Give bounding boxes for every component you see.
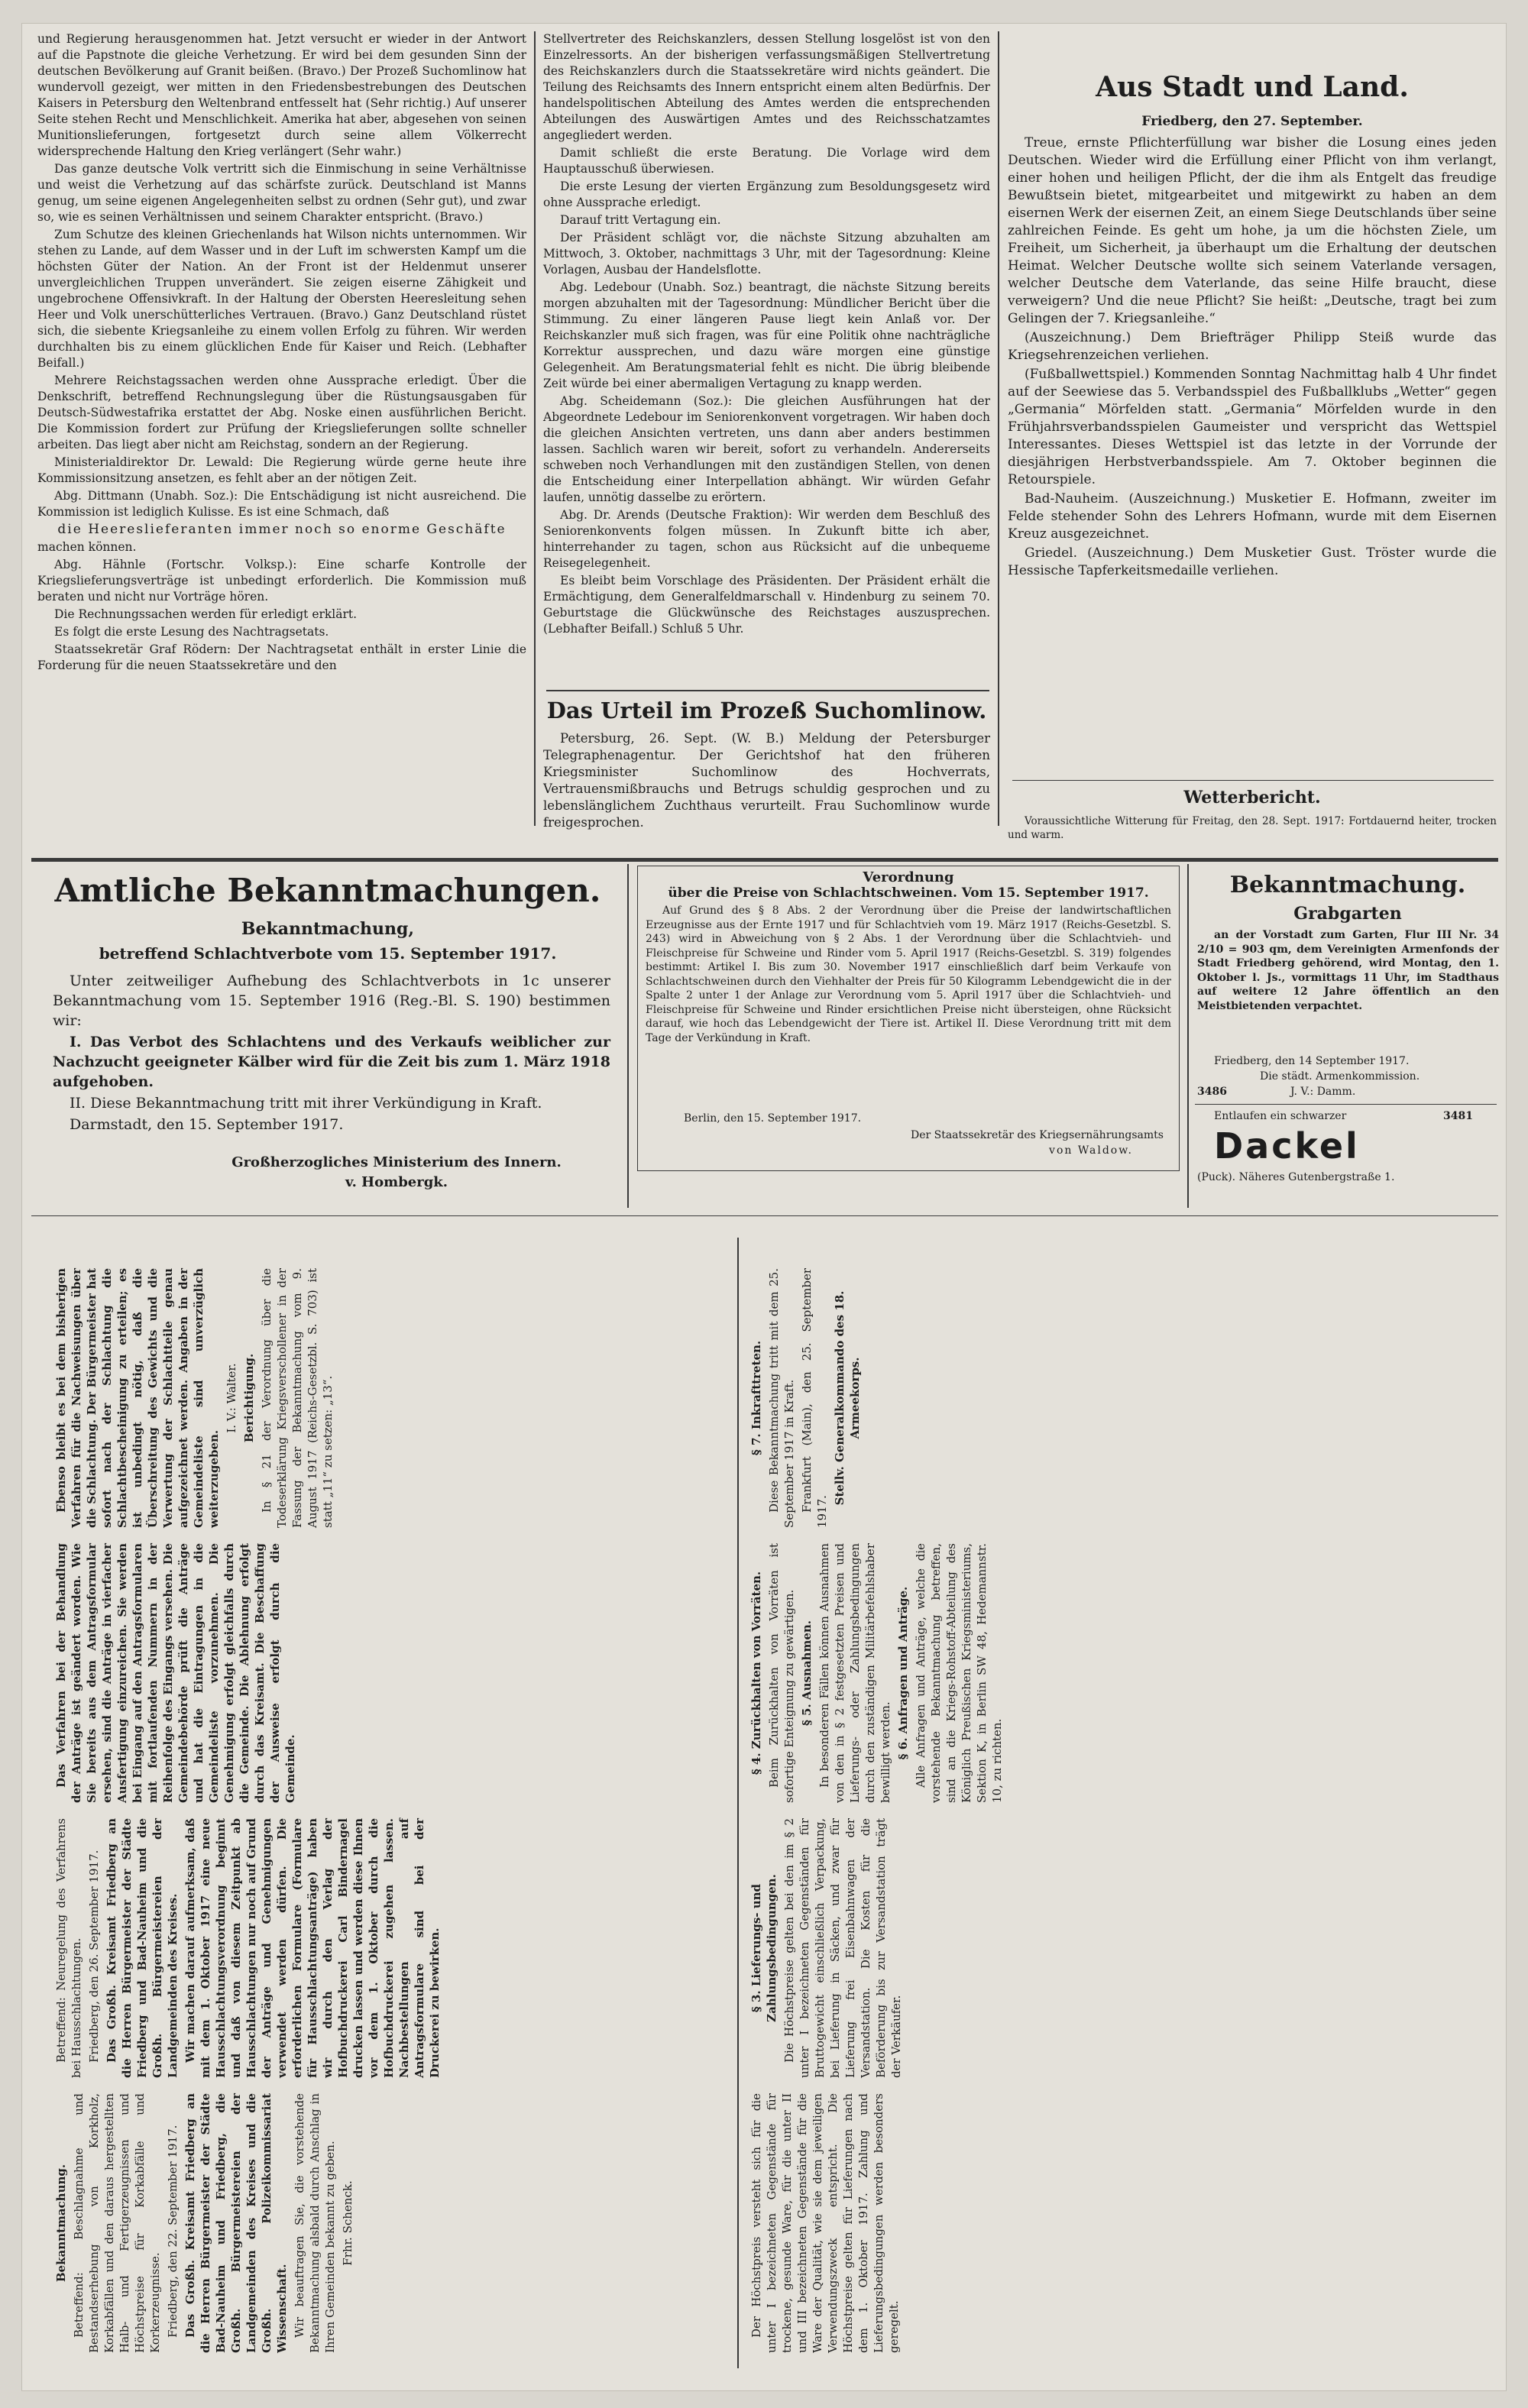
- col2-paragraph: Es bleibt beim Vorschlage des Präsidenten. Der Präsident erhält die Ermächtigung, dem Generalfeldmarschall v. Hindenburg zu seinem 70. Geburtstage die Glückwünsche des Reichstages auszusprechen. (Lebhafter Beifall.) Schluß 5 Uhr.: [543, 574, 990, 636]
- verordnung-box: [637, 866, 1180, 1171]
- column-rule: [998, 31, 999, 826]
- berichtigung-body: In § 21 der Verordnung über die Todeserklärung Kriegsverschollener in der Fassung der Bekanntmachung vom 9. August 1917 (Reichs-Gesetzbl. S. 703) ist statt „11“ zu setzen: „13“.: [260, 1268, 335, 1528]
- col1-emphasis: die Heereslieferanten immer noch so enorme Geschäfte: [57, 522, 507, 537]
- para7-heading: § 7. Inkrafttreten.: [749, 1340, 763, 1456]
- final-authority: Stellv. Generalkommando des 18. Armeekorps.: [833, 1290, 862, 1506]
- amtliche-p3: II. Diese Bekanntmachung tritt mit ihrer Verkündigung in Kraft.: [70, 1095, 542, 1112]
- verfahren-body: Das Verfahren bei der Behandlung der Anträge ist geändert worden. Wie Sie bereits aus dem Antragsformular ersehen, sind die Anträge in vierfacher Ausfertigung einzureichen. Sie werden bei Eingang auf den Antragsformularen mit fortlaufenden Nummern in der Reihenfolge des Eingangs versehen. Die Gemeindebehörde prüft die Anträge und hat die Eintragungen in die Gemeindeliste vorzunehmen. Die Genehmigung erfolgt gleichfalls durch die Gemeinde. Die Ablehnung erfolgt durch das Kreisamt. Die Beschaffung der Ausweise erfolgt durch die Gemeinde.: [54, 1543, 297, 1803]
- wetter-text: [1008, 814, 1497, 853]
- para4-heading: § 4. Zurückhalten von Vorräten.: [749, 1571, 763, 1775]
- rotated-column-kork: [53, 2093, 726, 2353]
- dackel-word: Dackel: [1214, 1125, 1360, 1167]
- para6-heading: § 6. Anfragen und Anträge.: [896, 1586, 910, 1760]
- kork-heading: Bekanntmachung.: [54, 2164, 68, 2283]
- nachweis-signer: I. V.: Walter.: [225, 1363, 238, 1433]
- column-rule: [627, 864, 629, 1208]
- rotated-column-lieferung: [749, 1818, 1459, 2078]
- col1-paragraph: Abg. Hähnle (Fortschr. Volksp.): Eine scharfe Kontrolle der Kriegslieferungsverträge ist unbedingt erforderlich. Die Kommission muß beraten und nicht nur Vorträge hören.: [37, 558, 526, 604]
- col1-paragraph: Staatssekretär Graf Rödern: Der Nachtragsetat enthält in erster Linie die Forderung für die neuen Staatssekretäre und den: [37, 642, 526, 672]
- col2-paragraph: Der Präsident schlägt vor, die nächste Sitzung abzuhalten am Mittwoch, 3. Oktober, nachmittags 3 Uhr, mit der Tagesordnung: Kleine Vorlagen, Ausbau der Handelsflotte.: [543, 231, 990, 277]
- para3-heading: § 3. Lieferungs- und Zahlungsbedingungen.: [749, 1874, 779, 2022]
- article-column-1: [37, 31, 526, 822]
- rotated-column-haus: [53, 1818, 726, 2078]
- amtliche-p1: Unter zeitweiliger Aufhebung des Schlachtverbots in 1c unserer Bekanntmachung vom 15. September 1916 (Reg.-Bl. S. 190) bestimmen wir:: [53, 973, 610, 1029]
- wetter-heading: Wetterbericht.: [1183, 788, 1321, 808]
- column-rule: [534, 31, 536, 826]
- section-rule: [546, 690, 989, 691]
- dackel-intro: Entlaufen ein schwarzer: [1214, 1110, 1347, 1122]
- para5-body: In besonderen Fällen können Ausnahmen von den in § 2 festgesetzten Preisen und Lieferungs- oder Zahlungsbedingungen durch den zuständigen Militärbefehlshaber bewilligt werden.: [817, 1543, 892, 1803]
- haus-subject: Betreffend: Neuregelung des Verfahrens bei Hausschlachtungen.: [54, 1818, 83, 2078]
- urteil-heading: Das Urteil im Prozeß Suchomlinow.: [546, 697, 987, 723]
- col3-paragraph: (Auszeichnung.) Dem Briefträger Philipp Steiß wurde das Kriegsehrenzeichen verliehen.: [1008, 330, 1497, 363]
- grabgarten-authority: Die städt. Armenkommission.: [1260, 1070, 1420, 1083]
- col2-paragraph: Abg. Dr. Arends (Deutsche Fraktion): Wir werden dem Beschluß des Seniorenkonvents folgen müssen. In Zukunft bitte ich aber, hinterrehander zu tagen, schon aus Rücksicht auf die unbequeme Reisegelegenheit.: [543, 508, 990, 570]
- article-column-3: [1008, 134, 1497, 753]
- amtliche-authority: Großherzogliches Ministerium des Innern.: [231, 1154, 562, 1170]
- col1-paragraph: Das ganze deutsche Volk vertritt sich die Einmischung in seine Verhältnisse und weist die Verhetzung auf das schärfste zurück. Deutschland ist Manns genug, um seine eigenen Angelegenheiten selbst zu ordnen (Sehr gut), und zwar so, wie es seinen Verhältnissen und seinem Charakter entspricht. (Bravo.): [37, 162, 526, 224]
- col1-paragraph: machen können.: [37, 540, 137, 554]
- para5-heading: § 5. Ausnahmen.: [800, 1620, 814, 1727]
- dackel-footer: (Puck). Näheres Gutenbergstraße 1.: [1197, 1171, 1395, 1183]
- grabgarten-paragraph: an der Vorstadt zum Garten, Flur III Nr. 34 2/10 = 903 qm, dem Vereinigten Armenfonds der Stadt Friedberg gehörend, wird Montag, den 1. Oktober l. Js., vormittags 11 Uhr, im Stadthaus auf weitere 12 Jahre öffentlich an den Meistbietenden verpachtet.: [1197, 929, 1499, 1012]
- para4-body: Beim Zurückhalten von Vorräten ist sofortige Enteignung zu gewärtigen.: [767, 1543, 796, 1803]
- verordnung-authority: Der Staatssekretär des Kriegsernährungsamts: [910, 1129, 1164, 1141]
- section-rule: [1012, 780, 1494, 781]
- rotated-column-inkraft: [749, 1268, 1459, 1528]
- dackel-number: 3481: [1443, 1110, 1473, 1122]
- kork-dateline: Friedberg, den 22. September 1917.: [166, 2125, 180, 2338]
- haus-body: Wir machen darauf aufmerksam, daß mit dem 1. Oktober 1917 eine neue Hausschlachtungsverordnung beginnt und daß von diesem Zeitpunkt ab Hausschlachtungen nur noch auf Grund der Anträge und Genehmigungen verwendet werden dürfen. Die erforderlichen Formulare (Formulare für Hausschlachtungsanträge) haben wir durch den Verlag der Hofbuchdruckerei Carl Bindernagel drucken lassen und werden diese Ihnen vor dem 1. Oktober durch die Hofbuchdruckerei zugehen lassen. Nachbestellungen auf Antragsformulare sind bei der Druckerei zu bewirken.: [183, 1818, 442, 2078]
- rotated-notices-section: [46, 1238, 1467, 2368]
- col1-paragraph: Ministerialdirektor Dr. Lewald: Die Regierung würde gerne heute ihre Kommissionsitzung ansetzen, es fehlt aber an der nötigen Zeit.: [37, 455, 526, 485]
- article-column-2: [543, 31, 990, 688]
- grabgarten-number: 3486: [1197, 1086, 1227, 1098]
- haus-dateline: Friedberg, den 26. September 1917.: [87, 1850, 101, 2063]
- grabgarten-subtitle: Grabgarten: [1293, 904, 1402, 924]
- haus-address: Das Großh. Kreisamt Friedberg an die Herren Bürgermeister der Städte Friedberg und Bad-Nauheim und die Großh. Bürgermeistereien der Landgemeinden des Kreises.: [105, 1818, 180, 2078]
- col2-paragraph: Abg. Scheidemann (Soz.): Die gleichen Ausführungen hat der Abgeordnete Ledebour im Seniorenkonvent vorgetragen. Wir haben doch die gleichen Ansichten vertreten, uns dann aber anders bestimmen lassen. Sachlich waren wir bereit, sofort zu verhandeln. Andererseits schweben noch Verhandlungen mit den zuständigen Stellen, von denen die Entscheidung einer Interpellation abhängt. Wir würden Gefahr laufen, unnötig dasselbe zu erörtern.: [543, 394, 990, 504]
- section-divider: [31, 1215, 1498, 1216]
- rotated-section-rule: [737, 1238, 739, 2368]
- col2-paragraph: Darauf tritt Vertagung ein.: [560, 213, 721, 227]
- grabgarten-signer: J. V.: Damm.: [1290, 1086, 1356, 1098]
- verordnung-signer: von Waldow.: [1049, 1144, 1133, 1157]
- verordnung-place: Berlin, den 15. September 1917.: [684, 1112, 862, 1125]
- final-place: Frankfurt (Main), den 25. September 1917.: [800, 1268, 829, 1528]
- amtliche-subtitle: betreffend Schlachtverbote vom 15. September 1917.: [99, 944, 557, 963]
- verordnung-title: Verordnung: [863, 869, 954, 885]
- rotated-column-verfahren: [53, 1543, 726, 1803]
- col1-paragraph: Abg. Dittmann (Unabh. Soz.): Die Entschädigung ist nicht ausreichend. Die Kommission ist lediglich Kulisse. Es ist eine Schmach, daß: [37, 489, 526, 519]
- grabgarten-place: Friedberg, den 14 September 1917.: [1214, 1055, 1410, 1067]
- para7-body: Diese Bekanntmachung tritt mit dem 25. September 1917 in Kraft.: [767, 1268, 796, 1528]
- verordnung-subtitle: über die Preise von Schlachtschweinen. Vom 15. September 1917.: [668, 885, 1149, 901]
- col1-paragraph: Mehrere Reichstagssachen werden ohne Aussprache erledigt. Über die Denkschrift, betreffend Rechnungslegung über die Rüstungsausgaben für Deutsch-Südwestafrika erstattet der Abg. Noske einen ausführlichen Bericht. Die Kommission fordert zur Prüfung der Kriegslieferungen sollte schneller arbeiten. Das liegt aber nicht am Reichstag, sondern an der Regierung.: [37, 374, 526, 452]
- col1-paragraph: und Regierung herausgenommen hat. Jetzt versucht er wieder in der Antwort auf die Papstnote die gleiche Verhetzung. Er wird bei dem gesunden Sinn der deutschen Bevölkerung auf Granit beißen. (Bravo.) Der Prozeß Suchomlinow hat wundervoll gezeigt, wer mitten in den Friedensbestrebungen des Deutschen Kaisers in Petersburg den Weltenbrand entfesselt hat (Sehr richtig.) Auf unserer Seite stehen Recht und Menschlichkeit. Amerika hat aber, abgesehen von seinen Munitionslieferungen, fortgesetzt durch seine allem Völkerrecht widersprechende Haltung den Krieg verlängert (Sehr wahr.): [37, 32, 526, 158]
- urteil-text: [543, 730, 990, 830]
- kork-signer: Frhr. Schenck.: [341, 2180, 354, 2266]
- amtliche-p2: I. Das Verbot des Schlachtens und des Verkaufs weiblicher zur Nachzucht geeigneter Kälber wird für die Zeit bis zum 1. März 1918 aufgehoben.: [53, 1034, 610, 1090]
- col1-paragraph: Es folgt die erste Lesung des Nachtragsetats.: [54, 625, 329, 639]
- col2-paragraph: Stellvertreter des Reichskanzlers, dessen Stellung losgelöst ist von den Einzelressorts. An der bisherigen verfassungsmäßigen Stellvertretung des Reichskanzlers durch die Staatssekretäre wird nichts geändert. Die Teilung des Reichsamts des Innern entspricht einem alten Bedürfnis. Der handelspolitischen Abteilung des Amtes werden die entsprechenden Abteilungen des Auswärtigen Amtes und des Reichsschatzamtes angegliedert werden.: [543, 32, 990, 142]
- grabgarten-title: Bekanntmachung.: [1229, 872, 1466, 898]
- rotated-column-nachweis: [53, 1268, 726, 1528]
- stadt-land-dateline: Friedberg, den 27. September.: [1141, 114, 1363, 129]
- stadt-land-heading: Aus Stadt und Land.: [1096, 71, 1409, 103]
- amtliche-signer: v. Hombergk.: [345, 1174, 448, 1190]
- col3-paragraph: Bad-Nauheim. (Auszeichnung.) Musketier E. Hofmann, zweiter im Felde stehender Sohn des Lehrers Hofmann, wurde mit dem Eisernen Kreuz ausgezeichnet.: [1008, 491, 1497, 542]
- col1-paragraph: Die Rechnungssachen werden für erledigt erklärt.: [54, 607, 358, 621]
- berichtigung-heading: Berichtigung.: [242, 1353, 256, 1443]
- verordnung-paragraph: Auf Grund des § 8 Abs. 2 der Verordnung über die Preise der landwirtschaftlichen Erzeugnisse aus der Ernte 1917 und für Schlachtvieh vom 19. März 1917 (Reichs-Gesetzbl. S. 243) wird in Abweichung von § 2 Abs. 1 der Verordnung über die Schlachtvieh- und Fleischpreise für Schweine und Rinder vom 5. April 1917 (Reichs-Gesetzbl. S. 319) folgendes bestimmt: Artikel I. Bis zum 30. November 1917 einschließlich darf beim Verkaufe von Schlachtschweinen durch den Viehhalter der Preis für 50 Kilogramm Lebendgewicht die in der Spalte 2 unter 1 der Anlage zur Verordnung vom 5. April 1917 über die Schlachtvieh- und Fleischpreise für Schweine und Rinder ersichtlichen Preise nicht übersteigen, ohne Rücksicht darauf, wie hoch das Lebendgewicht der Tiere ist. Artikel II. Diese Verordnung tritt mit dem Tage der Verkündung in Kraft.: [646, 905, 1171, 1044]
- rotated-column-hoechstpreis: [749, 2093, 1459, 2353]
- column-rule: [1187, 864, 1189, 1208]
- para3-body: Die Höchstpreise gelten bei den im § 2 unter I bezeichneten Gegenständen für Bruttogewicht einschließlich Verpackung, bei Lieferung in Säcken, und zwar für Lieferung frei Eisenbahnwagen der Versandstation. Die Kosten für die Beförderung bis zur Versandstation trägt der Verkäufer.: [782, 1818, 903, 2078]
- urteil-paragraph: Petersburg, 26. Sept. (W. B.) Meldung der Petersburger Telegraphenagentur. Der Gerichtshof hat den früheren Kriegsminister Suchomlinow des Hochverrats, Vertrauensmißbrauchs und Betrugs schuldig gesprochen und zu lebenslänglichem Zuchthaus verurteilt. Frau Suchomlinow wurde freigesprochen.: [543, 731, 990, 830]
- amtliche-banner: Amtliche Bekanntmachungen.: [54, 872, 601, 909]
- section-divider: [31, 858, 1498, 862]
- nachweis-body: Ebenso bleibt es bei dem bisherigen Verfahren für die Nachweisungen über die Schlachtung. Der Bürgermeister hat sofort nach der Schlachtung die Schlachtbescheinigung zu erteilen; es ist unbedingt nötig, daß die Überschreitung des Gewichts und die Verwertung der Schlachtteile genau aufgezeichnet werden. Angaben in der Gemeindeliste sind unverzüglich weiterzugeben.: [54, 1268, 221, 1528]
- wetter-paragraph: Voraussichtliche Witterung für Freitag, den 28. Sept. 1917: Fortdauernd heiter, trocken und warm.: [1008, 815, 1497, 841]
- section-rule: [1195, 1104, 1497, 1105]
- col3-paragraph: Treue, ernste Pflichterfüllung war bisher die Losung eines jeden Deutschen. Wieder wird die Erfüllung einer Pflicht von ihm verlangt, einer hohen und heiligen Pflicht, der die ihm als Entgelt das freudige Bewußtsein bietet, mitgearbeitet und mitgewirkt zu haben an dem eisernen Werk der eisernen Zeit, an einem Siege Deutschlands über seine zahlreichen Feinde. Es geht um hohe, ja um die höchsten Ziele, um Freiheit, um Sicherheit, ja überhaupt um die Erhaltung der deutschen Heimat. Welcher Deutsche wollte sich seinem Vaterlande versagen, welcher Deutsche dem Vaterlande, das seine Hilfe braucht, diese verweigern? Und die neue Pflicht? Sie heißt: „Deutsche, tragt bei zum Gelingen der 7. Kriegsanleihe.“: [1008, 135, 1497, 326]
- rotated-notices-content: [46, 1238, 1467, 2368]
- kork-address: Das Großh. Kreisamt Friedberg an die Herren Bürgermeister der Städte Bad-Nauheim und Friedberg, die Großh. Bürgermeistereien der Landgemeinden des Kreises und die Großh. Polizeikommissariat Wissenschaft.: [183, 2093, 289, 2353]
- kork-subject: Betreffend: Beschlagnahme und Bestandserhebung von Korkholz, Korkabfällen und den daraus hergestellten Halb- und Fertigerzeugnissen und Höchstpreise für Korkabfälle und Korkerzeugnisse.: [72, 2093, 162, 2353]
- col2-paragraph: Damit schließt die erste Beratung. Die Vorlage wird dem Hauptausschuß überwiesen.: [543, 146, 990, 176]
- kork-body: Wir beauftragen Sie, die vorstehende Bekanntmachung alsbald durch Anschlag in Ihren Gemeinden bekannt zu geben.: [293, 2093, 337, 2353]
- col2-paragraph: Die erste Lesung der vierten Ergänzung zum Besoldungsgesetz wird ohne Aussprache erledigt.: [543, 180, 990, 209]
- grabgarten-text: [1197, 928, 1499, 1050]
- col3-paragraph: (Fußballwettspiel.) Kommenden Sonntag Nachmittag halb 4 Uhr findet auf der Seewiese das 5. Verbandsspiel des Fußballklubs „Wetter“ gegen „Germania“ Mörfelden statt. „Germania“ Mörfelden wurde in den Frühjahrsverbandsspielen Gaumeister und verspricht das Wettspiel Interessantes. Dieses Wettspiel ist das letzte in der Vorrunde der diesjährigen Herbstverbandsspiele. Am 7. Oktober beginnen die Retourspiele.: [1008, 367, 1497, 487]
- col2-paragraph: Abg. Ledebour (Unabh. Soz.) beantragt, die nächste Sitzung bereits morgen abzuhalten mit der Tagesordnung: Mündlicher Bericht über die Stimmung. Zu einer längeren Pause liegt kein Anlaß vor. Der Reichskanzler muß sich fragen, was für eine Politik ohne nachträgliche Korrektur aussprechen, und dazu wäre morgen eine günstige Gelegenheit. Am Beratungsmaterial fehlt es nicht. Die übrig bleibende Zeit würde bei einer abermaligen Vertagung zu knapp werden.: [543, 280, 990, 390]
- verordnung-text: [638, 901, 1179, 1122]
- para6-body: Alle Anfragen und Anträge, welche die vorstehende Bekanntmachung betreffen, sind an die Kriegs-Rohstoff-Abteilung des Königlich Preußischen Kriegsministeriums, Sektion K, in Berlin SW 48, Hedemannstr. 10, zu richten.: [914, 1543, 1004, 1803]
- col1-paragraph: Zum Schutze des kleinen Griechenlands hat Wilson nichts unternommen. Wir stehen zu Lande, auf dem Wasser und in der Luft im schwersten Kampf um die höchsten Güter der Nation. An der Front ist der Heldenmut unserer unvergleichlichen Truppen unverändert. Sie zeigen eiserne Zähigkeit und ungebrochene Offensivkraft. In der Haltung der Obersten Heeresleitung sehen Heer und Volk unerschütterliches Vertrauen. (Bravo.) Ganz Deutschland rüstet sich, die siebente Kriegsanleihe zu einem vollen Erfolg zu führen. Wir werden durchhalten bis zu einem glücklichen Ende für Kaiser und Reich. (Lebhafter Beifall.): [37, 228, 526, 370]
- amtliche-title: Bekanntmachung,: [241, 919, 415, 939]
- amtliche-body: [53, 971, 610, 1154]
- col3-paragraph: Griedel. (Auszeichnung.) Dem Musketier Gust. Tröster wurde die Hessische Tapferkeitsmedaille verliehen.: [1008, 545, 1497, 578]
- amtliche-place: Darmstadt, den 15. September 1917.: [70, 1116, 344, 1133]
- hoechstpreis-body: Der Höchstpreis versteht sich für die unter I bezeichneten Gegenstände für trockene, gesunde Ware, für die unter II und III bezeichneten Gegenstände für die Ware der Qualität, wie sie dem jeweiligen Verwendungszweck entspricht. Die Höchstpreise gelten für Lieferungen nach dem 1. Oktober 1917. Zahlung und Lieferungsbedingungen werden besonders geregelt.: [749, 2093, 901, 2353]
- rotated-column-vorraete: [749, 1543, 1459, 1803]
